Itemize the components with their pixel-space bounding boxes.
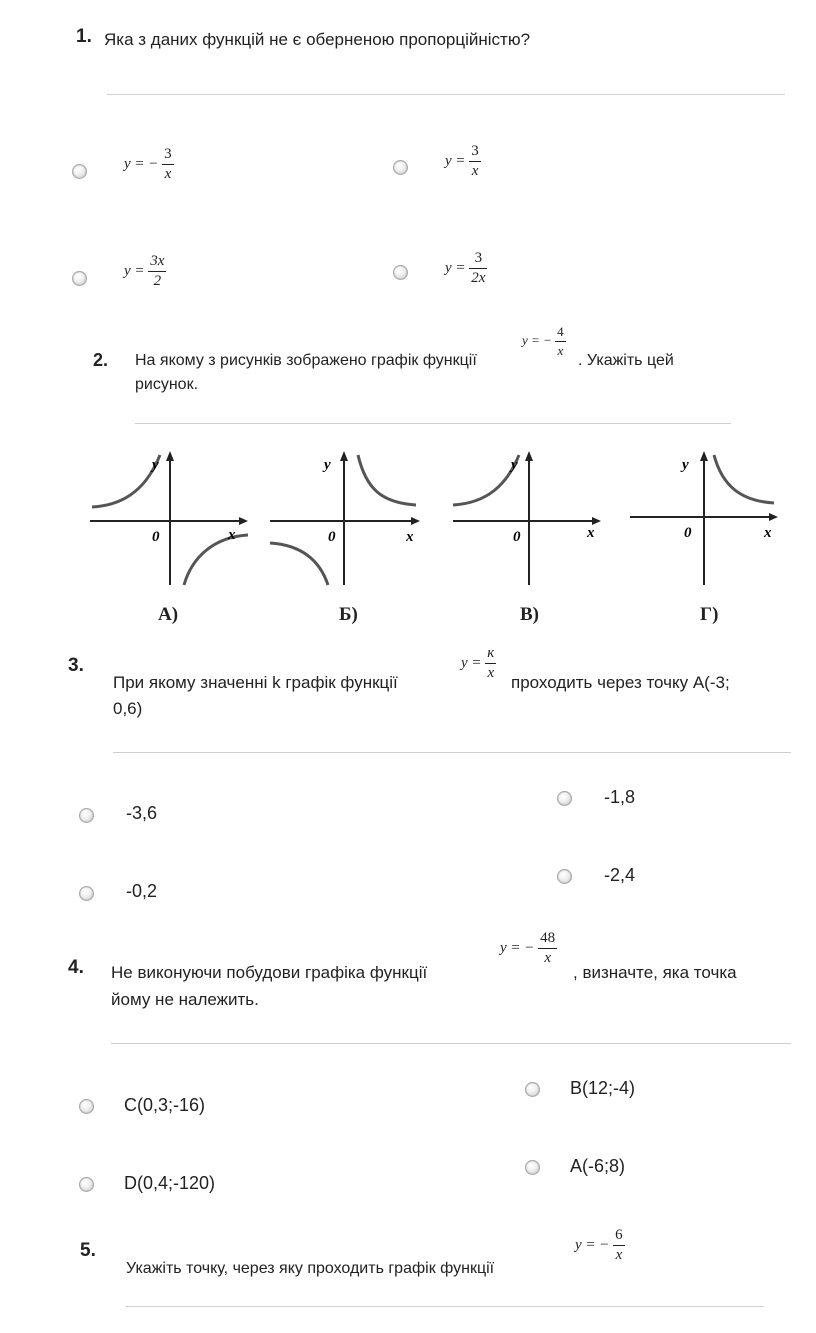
question-4-text-after: , визначте, яка точка (573, 963, 737, 982)
q3-option-2-radio[interactable] (557, 791, 572, 806)
question-2-number: 2. (93, 350, 109, 370)
q4-option-4-radio[interactable] (525, 1160, 540, 1175)
question-4-text-before: Не виконуючи побудови графіка функції (111, 963, 428, 982)
graph-v-y-label: y (511, 457, 518, 473)
question-3-formula: y = $\frac{к}{x}$ (461, 645, 495, 681)
q3-option-3-radio[interactable] (79, 886, 94, 901)
q4-option-2-label[interactable]: B(12;-4) (570, 1078, 636, 1098)
question-2-divider (135, 423, 731, 424)
q1-option-2-formula[interactable]: y = $\frac{3}{x}$ (445, 143, 479, 179)
q1-option-1-radio[interactable] (72, 164, 87, 179)
q3-option-4-label[interactable]: -2,4 (604, 865, 636, 885)
question-2-text-before: На якому з рисунків зображено графік функції (135, 352, 477, 369)
question-4-number: 4. (68, 957, 84, 978)
question-2-formula: y = − $\frac{4}{x}$ (522, 324, 564, 358)
q1-option-4-formula[interactable]: y = $\frac{3}{2x}$ (445, 250, 486, 286)
graph-a-label[interactable]: А) (158, 604, 179, 625)
question-5-divider (126, 1306, 764, 1307)
question-2-text-line2: рисунок. (135, 376, 199, 393)
question-5-text-before: Укажіть точку, через яку проходить графік функції (126, 1260, 495, 1277)
graph-v-origin: 0 (513, 529, 521, 545)
q3-option-1-radio[interactable] (79, 808, 94, 823)
graph-b-y-label: y (324, 457, 331, 473)
question-4-text-line2: йому не належить. (111, 990, 259, 1009)
question-3-text-line2: 0,6) (113, 699, 143, 718)
graph-v[interactable] (449, 445, 611, 590)
q1-option-3-radio[interactable] (72, 271, 87, 286)
q4-option-1-label[interactable]: C(0,3;-16) (124, 1095, 206, 1115)
graph-b[interactable] (266, 445, 428, 590)
question-5-number: 5. (80, 1240, 96, 1261)
graph-b-label[interactable]: Б) (339, 604, 358, 625)
q1-option-4-radio[interactable] (393, 265, 408, 280)
q1-option-3-formula[interactable]: y = $\frac{3x}{2}$ (124, 253, 165, 289)
q3-option-4-radio[interactable] (557, 869, 572, 884)
question-1-text: Яка з даних функцій не є оберненою пропорційністю? (104, 30, 531, 49)
q3-option-1-label[interactable]: -3,6 (126, 803, 158, 823)
graph-g-x-label: x (764, 525, 772, 541)
q1-option-2-radio[interactable] (393, 160, 408, 175)
question-3-text-before: При якому значенні k графік функції (113, 673, 398, 692)
question-2-text-after: . Укажіть цей (578, 352, 674, 369)
question-4-formula: y = − $\frac{48}{x}$ (500, 930, 556, 966)
q4-option-4-label[interactable]: A(-6;8) (570, 1156, 626, 1176)
graph-b-x-label: x (406, 529, 414, 545)
q4-option-3-label[interactable]: D(0,4;-120) (124, 1173, 216, 1193)
graph-a[interactable] (88, 445, 260, 590)
graph-a-x-label: x (228, 527, 236, 543)
graph-g-label[interactable]: Г) (700, 604, 719, 625)
q3-option-3-label[interactable]: -0,2 (126, 881, 158, 901)
q3-option-2-label[interactable]: -1,8 (604, 787, 636, 807)
graph-a-origin: 0 (152, 529, 160, 545)
q4-option-2-radio[interactable] (525, 1082, 540, 1097)
question-3-text-after: проходить через точку А(-3; (511, 673, 730, 692)
graph-b-origin: 0 (328, 529, 336, 545)
question-1-divider (107, 94, 785, 95)
question-4-divider (111, 1043, 791, 1044)
graph-g[interactable] (626, 445, 786, 590)
graph-g-origin: 0 (684, 525, 692, 541)
question-5-formula: y = − $\frac{6}{x}$ (575, 1227, 623, 1263)
q1-option-1-formula[interactable]: y = − $\frac{3}{x}$ (124, 146, 172, 182)
graph-v-x-label: x (587, 525, 595, 541)
graph-a-y-label: y (152, 457, 159, 473)
graph-g-y-label: y (682, 457, 689, 473)
q4-option-3-radio[interactable] (79, 1177, 94, 1192)
q4-option-1-radio[interactable] (79, 1099, 94, 1114)
question-3-divider (113, 752, 791, 753)
question-1-number: 1. (76, 26, 92, 47)
graph-v-label[interactable]: В) (520, 604, 539, 625)
question-3-number: 3. (68, 655, 84, 676)
